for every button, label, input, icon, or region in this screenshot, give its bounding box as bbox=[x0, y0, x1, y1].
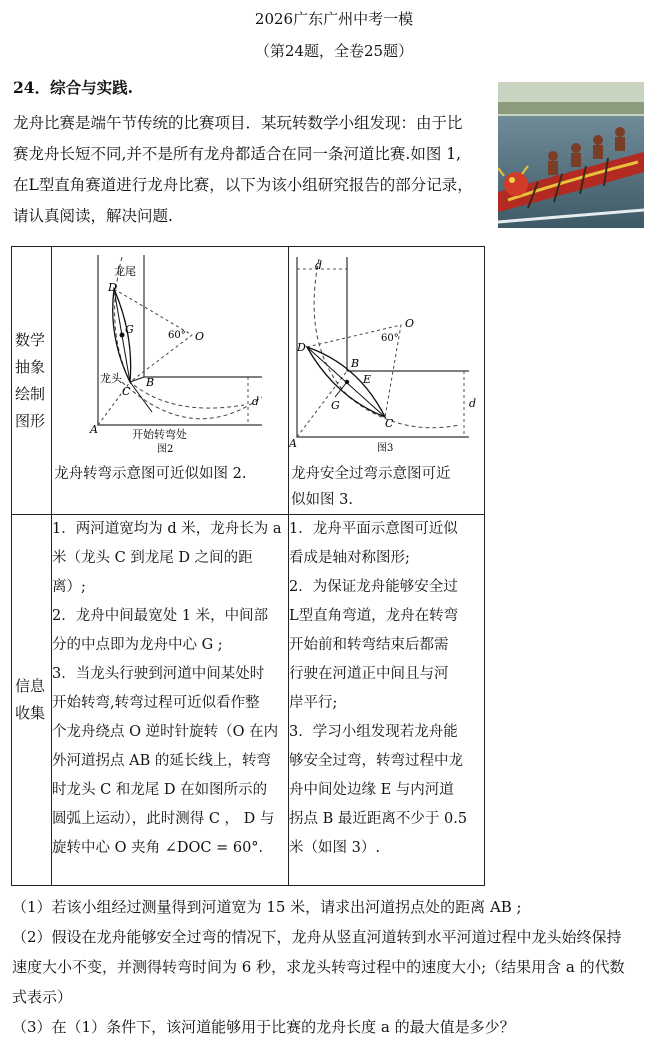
info-left-line: 圆弧上运动），此时测得 C ， D 与 bbox=[52, 811, 275, 827]
fig2-label-angle: 60° bbox=[168, 330, 186, 341]
info-left-line: 开始转弯,转弯过程可近似看作整 bbox=[52, 695, 260, 711]
intro-line: 在L型直角赛道进行龙舟比赛，以下为该小组研究报告的部分记录， bbox=[13, 176, 473, 194]
figure-3-cell bbox=[289, 247, 485, 515]
fig2-caption: 龙舟转弯示意图可近似如图 2. bbox=[54, 466, 247, 482]
info-right-line: 2．为保证龙舟能够安全过 bbox=[289, 579, 458, 595]
row-label-line: 图形 bbox=[15, 411, 46, 430]
question-line: 式表示） bbox=[12, 988, 73, 1006]
fig2-label-B: B bbox=[146, 376, 155, 389]
intro-line: 赛龙舟长短不同,并不是所有龙舟都适合在同一条河道比赛.如图 1, bbox=[13, 145, 462, 163]
fig2-label-d: d bbox=[252, 395, 260, 408]
row-label-line: 信息 bbox=[15, 677, 46, 695]
exam-title: 2026广东广州中考一模 bbox=[254, 10, 414, 28]
info-left-line: 离）; bbox=[52, 579, 86, 595]
fig3-label-D: D bbox=[297, 341, 306, 354]
fig2-label-G: G bbox=[125, 323, 134, 336]
fig2-label-start: 开始转弯处 bbox=[132, 428, 187, 441]
fig3-caption-line: 龙舟安全过弯示意图可近 bbox=[291, 466, 451, 482]
question-line: 速度大小不变，并测得转弯时间为 6 秒，求龙头转弯过程中的速度大小;（结果用含 a 的代数 bbox=[12, 958, 625, 976]
info-right-cell bbox=[289, 515, 485, 886]
problem-title: 24．综合与实践. bbox=[13, 78, 133, 97]
info-left-line: 3．当龙头行驶到河道中间某处时 bbox=[52, 666, 265, 682]
info-right-line: 3．学习小组发现若龙舟能 bbox=[289, 724, 458, 740]
fig3-label-C: C bbox=[385, 417, 394, 430]
fig3-label-d-top: d bbox=[315, 259, 323, 272]
fig3-label-B: B bbox=[351, 357, 360, 370]
info-right-line: L型直角弯道，龙舟在转弯 bbox=[289, 608, 459, 624]
fig3-label-d-right: d bbox=[469, 397, 477, 410]
fig3-label-angle: 60° bbox=[381, 333, 399, 344]
fig3-label-E: E bbox=[363, 373, 372, 386]
row-label-info-collection bbox=[12, 515, 52, 886]
fig2-label-head: 龙头 bbox=[100, 372, 122, 385]
row-label-math-abstraction bbox=[12, 247, 52, 515]
fig2-label-tail: 龙尾 bbox=[114, 265, 136, 278]
fig2-label-fig: 图2 bbox=[157, 444, 174, 455]
fig2-label-D: D bbox=[108, 281, 117, 294]
info-right-line: 米（如图 3）. bbox=[289, 840, 380, 856]
figure-2-cell bbox=[52, 247, 289, 515]
info-left-line: 1．两河道宽均为 d 米，龙舟长为 a bbox=[52, 521, 282, 537]
fig2-label-A: A bbox=[90, 423, 98, 436]
question-line: （3）在（1）条件下，该河道能够用于比赛的龙舟长度 a 的最大值是多少？ bbox=[12, 1018, 515, 1036]
info-left-line: 时龙头 C 和龙尾 D 在如图所示的 bbox=[52, 782, 268, 798]
question-line: （1）若该小组经过测量得到河道宽为 15 米，请求出河道拐点处的距离 AB ; bbox=[12, 898, 522, 916]
row-label-line: 数学 bbox=[15, 330, 46, 349]
info-right-line: 看成是轴对称图形; bbox=[289, 550, 410, 566]
intro-line: 请认真阅读，解决问题. bbox=[13, 207, 173, 225]
fig3-label-A: A bbox=[289, 437, 297, 450]
fig3-label-O: O bbox=[405, 317, 415, 330]
figure-2 bbox=[52, 247, 288, 457]
questions bbox=[12, 892, 662, 1042]
fig3-caption bbox=[289, 461, 484, 513]
info-left-line: 旋转中心 O 夹角 ∠DOC = 60°． bbox=[52, 840, 274, 856]
exam-subtitle: （第24题，全卷25题） bbox=[254, 42, 414, 60]
figure-3 bbox=[289, 247, 484, 457]
problem-intro bbox=[13, 108, 493, 232]
info-right-line: 够安全过弯，转弯过程中龙 bbox=[289, 753, 463, 769]
info-left-line: 米（龙头 C 到龙尾 D 之间的距 bbox=[52, 550, 253, 566]
info-right-line: 行驶在河道正中间且与河 bbox=[289, 666, 449, 682]
info-left-line: 个龙舟绕点 O 逆时针旋转（O 在内 bbox=[52, 724, 279, 740]
info-right-line: 拐点 B 最近距离不少于 0.5 bbox=[289, 811, 468, 827]
fig2-label-C: C bbox=[122, 385, 131, 398]
research-table bbox=[11, 246, 485, 886]
dragon-boat-photo bbox=[498, 82, 644, 228]
info-right-line: 岸平行; bbox=[289, 695, 338, 711]
info-left-line: 2．龙舟中间最宽处 1 米，中间部 bbox=[52, 608, 269, 624]
intro-line: 龙舟比赛是端午节传统的比赛项目．某玩转数学小组发现：由于比 bbox=[13, 114, 463, 132]
row-label-line: 抽象 bbox=[15, 357, 46, 376]
info-left-line: 外河道拐点 AB 的延长线上，转弯 bbox=[52, 753, 271, 769]
fig3-label-G: G bbox=[331, 399, 340, 412]
info-right-line: 1．龙舟平面示意图可近似 bbox=[289, 521, 458, 537]
fig3-label-fig: 图3 bbox=[377, 443, 394, 454]
question-line: （2）假设在龙舟能够安全过弯的情况下，龙舟从竖直河道转到水平河道过程中龙头始终保持 bbox=[12, 928, 622, 946]
info-right-line: 开始前和转弯结束后都需 bbox=[289, 637, 449, 653]
fig2-label-O: O bbox=[195, 330, 205, 343]
row-label-line: 收集 bbox=[15, 704, 46, 722]
row-label-line: 绘制 bbox=[15, 384, 46, 403]
info-left-line: 分的中点即为龙舟中心 G ; bbox=[52, 637, 223, 653]
info-left-cell bbox=[52, 515, 289, 886]
fig3-caption-line: 似如图 3. bbox=[291, 492, 353, 508]
info-right-line: 舟中间处边缘 E 与内河道 bbox=[289, 782, 454, 798]
